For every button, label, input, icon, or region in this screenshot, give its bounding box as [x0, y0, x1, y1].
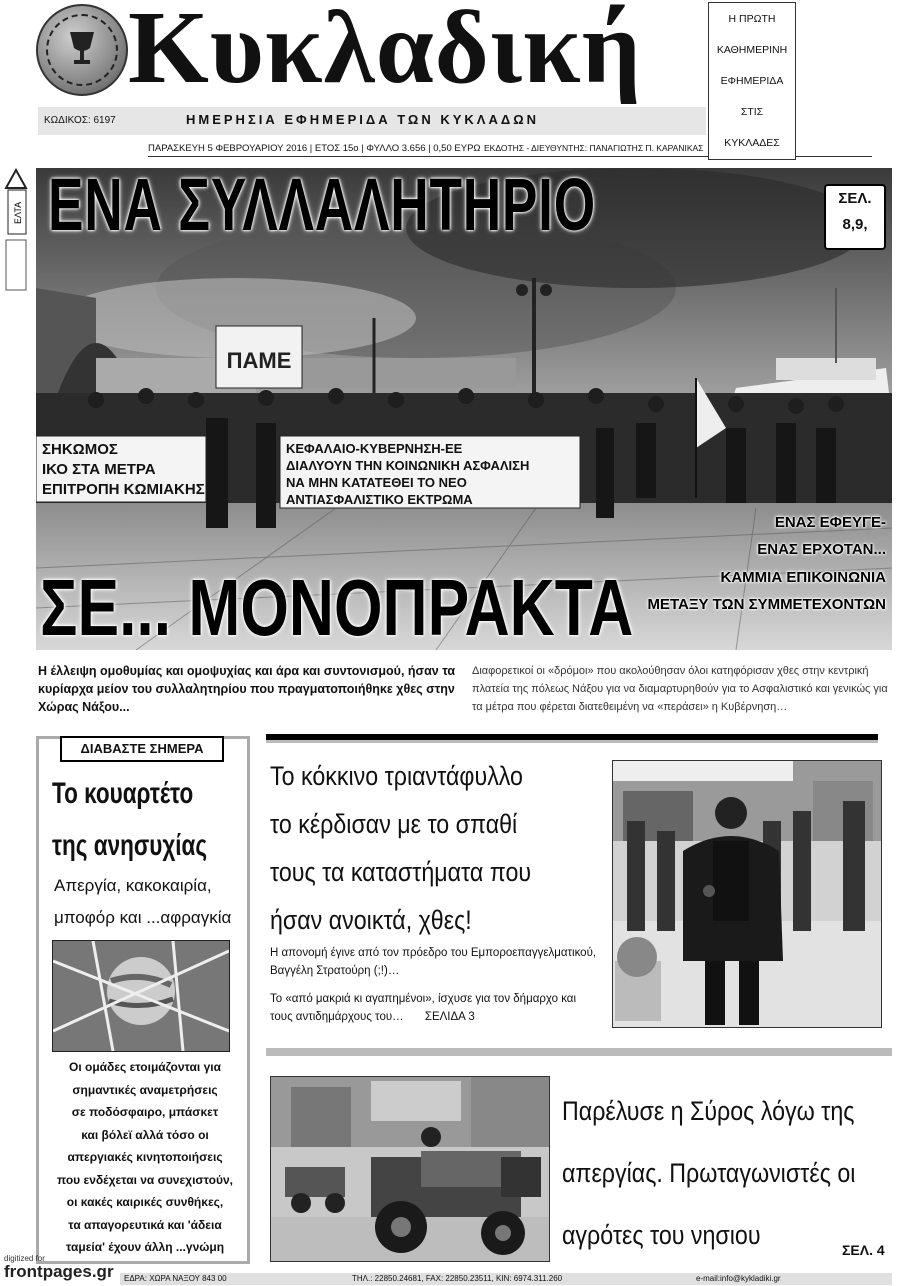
quartet-body-line: σε ποδόσφαιρο, μπάσκετ — [71, 1105, 219, 1119]
center-banner-line: ΑΝΤΙΑΣΦΑΛΙΣΤΙΚΟ ΕΚΤΡΩΜΑ — [286, 492, 473, 507]
center-banner-line: ΚΕΦΑΛΑΙΟ-ΚΥΒΕΡΝΗΣΗ-ΕΕ — [286, 441, 463, 456]
side-caption-line: ΕΝΑΣ ΕΡΧΟΤΑΝ... — [757, 541, 886, 558]
editor-line: ΕΚΔΟΤΗΣ - ΔΙΕΥΘΥΝΤΗΣ: ΠΑΝΑΓΙΩΤΗΣ Π. ΚΑΡΑΝΙΚΑΣ — [484, 143, 704, 153]
quartet-title-line: Το κουαρτέτο — [52, 777, 194, 810]
rose-headline-line: Το κόκκινο τριαντάφυλλο — [270, 761, 523, 791]
quartet-body — [50, 1056, 240, 1259]
side-caption-line: ΚΑΜΜΙΑ ΕΠΙΚΟΙΝΩΝΙΑ — [720, 569, 886, 586]
rose-headline-line: το κέρδισαν με το σπαθί — [270, 809, 518, 839]
rose-photo — [612, 760, 882, 1028]
syros-headline — [562, 1080, 872, 1266]
sidebox-line: ΕΦΗΜΕΡΙΔΑ — [720, 75, 784, 87]
syros-headline-line: αγρότες του νησιου — [562, 1220, 761, 1250]
quartet-body-line: Οι ομάδες ετοιμάζονται για — [68, 1060, 221, 1074]
main-lead-text: Διαφορετικοί οι «δρόμοι» που ακολούθησαν όλοι κατηφόρισαν χθες στην κεντρική πλατεία της πόλεως Νάξου για να διαμαρτυρηθούν για το Ασφαλιστικό και γενικώς για τα μέτρα που φέρεται διατεθειμένη να «περάσει» η Κυβέρνηση… — [472, 665, 888, 713]
read-today-tag: ΔΙΑΒΑΣΤΕ ΣΗΜΕΡΑ — [60, 736, 224, 762]
tractor-photo — [270, 1076, 550, 1262]
left-banner-line: ΙΚΟ ΣΤΑ ΜΕΤΡΑ — [42, 461, 156, 478]
quartet-title — [52, 768, 247, 872]
syros-page-ref: ΣΕΛ. 4 — [842, 1242, 885, 1258]
pame-banner-text: ΠΑΜΕ — [226, 348, 292, 373]
quartet-body-line: απεργιακές κινητοποιήσεις — [67, 1150, 223, 1164]
rose-headline — [270, 752, 562, 944]
quartet-body-line: που ενδέχεται να συνεχιστούν, — [57, 1172, 233, 1187]
first-daily-box — [708, 2, 796, 160]
side-caption-line: ΕΝΑΣ ΕΦΕΥΓΕ- — [774, 514, 886, 531]
quartet-body-line: οι κακές καιρικές συνθήκες, — [66, 1195, 224, 1209]
center-banner-line: ΝΑ ΜΗΝ ΚΑΤΑΤΕΘΕΙ ΤΟ ΝΕΟ — [286, 475, 467, 490]
main-page-ref-box — [824, 184, 886, 250]
quartet-sub-line: Απεργία, κακοκαιρία, — [54, 876, 212, 895]
section-rule-2 — [266, 1048, 892, 1056]
main-headline-bottom: ΣΕ... ΜΟΝΟΠΡΑΚΤΑ — [40, 563, 634, 652]
sidebox-line: ΚΥΚΛΑΔΕΣ — [724, 137, 780, 149]
sel-label: ΣΕΛ. — [838, 190, 872, 207]
frontpages-logo: frontpages.gr — [4, 1262, 114, 1281]
footer-email: e-mail:info@kykladiki.gr — [696, 1274, 781, 1283]
footer-address: ΕΔΡΑ: ΧΩΡΑ ΝΑΞΟΥ 843 00 — [124, 1274, 227, 1283]
quartet-body-line: ταμεία' έχουν άλλη ...γνώμη — [65, 1240, 225, 1254]
masthead-subtitle: ΗΜΕΡΗΣΙΑ ΕΦΗΜΕΡΙΔΑ ΤΩΝ ΚΥΚΛΑΔΩΝ — [186, 112, 540, 127]
quartet-body-line: και βόλεϊ αλλά τόσο οι — [81, 1127, 209, 1142]
newspaper-title: Κυκλαδική — [128, 0, 642, 105]
center-banner-line: ΔΙΑΛΥΟΥΝ ΤΗΝ ΚΟΙΝΩΝΙΚΗ ΑΣΦΑΛΙΣΗ — [286, 458, 530, 473]
footer-bar — [120, 1273, 892, 1285]
sel-pages: 8,9, — [842, 216, 868, 233]
rose-page-ref: ΣΕΛΙΔΑ 3 — [424, 1011, 475, 1023]
rose-paragraph-1: Η απονομή έγινε από τον πρόεδρο του Εμποροεπαγγελματικού, Βαγγέλη Στρατούρη (;!)… — [270, 947, 597, 977]
sidebox-line: ΚΑΘΗΜΕΡΙΝΗ — [716, 44, 788, 56]
sidebox-line: ΣΤΙΣ — [740, 106, 764, 118]
quartet-sub-line: μποφόρ και ...αφραγκία — [54, 908, 232, 927]
footer-phones: ΤΗΛ.: 22850.24681, FAX: 22850.23511, ΚΙΝ: 6974.311.260 — [352, 1274, 563, 1283]
quartet-body-line: σημαντικές αναμετρήσεις — [72, 1082, 218, 1097]
rose-headline-line: τους τα καταστήματα που — [270, 857, 532, 887]
sidebox-line: Η ΠΡΩΤΗ — [728, 13, 776, 25]
side-caption-line: ΜΕΤΑΞΥ ΤΩΝ ΣΥΜΜΕΤΕΧΟΝΤΩΝ — [647, 596, 886, 613]
quartet-subtitle — [54, 870, 254, 934]
chained-ball-photo — [52, 940, 230, 1052]
rose-headline-line: ήσαν ανοικτά, χθες! — [270, 905, 472, 935]
issue-info: ΠΑΡΑΣΚΕΥΗ 5 ΦΕΒΡΟΥΑΡΙΟΥ 2016 | ΕΤΟΣ 15ο | ΦΥΛΛΟ 3.656 | 0,50 ΕΥΡΩ — [148, 143, 481, 154]
syros-headline-line: απεργίας. Πρωταγωνιστές οι — [562, 1158, 856, 1188]
syros-headline-line: Παρέλυσε η Σύρος λόγω της — [562, 1096, 855, 1126]
masthead-seal-logo — [36, 4, 128, 96]
main-headline-top: ΕΝΑ ΣΥΛΛΑΛΗΤΗΡΙΟ — [48, 163, 596, 246]
left-banner-line: ΣΗΚΩΜΟΣ — [42, 441, 118, 458]
section-rule-shadow — [266, 740, 878, 743]
rose-paragraph-2 — [270, 990, 600, 1026]
elta-postage-mark — [2, 164, 30, 294]
quartet-body-line: τα απαγορευτικά και 'άδεια — [68, 1217, 222, 1232]
left-banner-line: ΕΠΙΤΡΟΠΗ ΚΩΜΙΑΚΗΣ — [42, 481, 205, 498]
main-lead-bold: Η έλλειψη ομοθυμίας και ομοψυχίας και άρα και συντονισμού, ήσαν τα κυρίαρχα μείον του συλλαλητηρίου που πραγματοποιήθηκε χθες στην Χώρας Νάξου... — [38, 664, 456, 714]
quartet-title-line: της ανησυχίας — [52, 829, 208, 862]
elta-label: ΕΛΤΑ — [13, 201, 23, 224]
digitized-label: digitized for — [4, 1254, 45, 1263]
rose-paragraph-2-text: Το «από μακριά κι αγαπημένοι», ίσχυσε για τον δήμαρχο και τους αντιδημάρχους του… — [270, 993, 577, 1023]
issue-code: ΚΩΔΙΚΟΣ: 6197 — [44, 115, 116, 126]
